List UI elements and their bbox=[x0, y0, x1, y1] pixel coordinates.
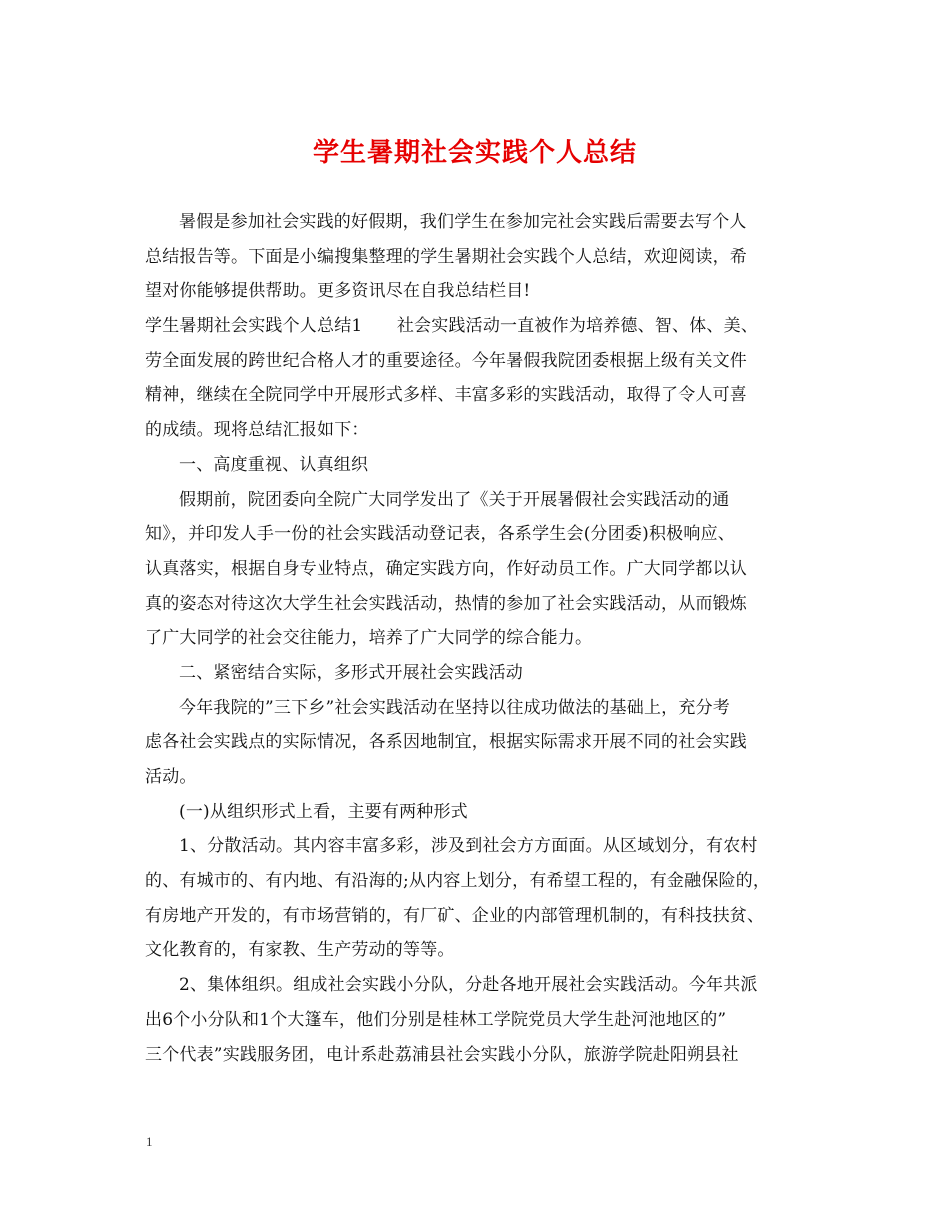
text-line: 虑各社会实践点的实际情况，各系因地制宜，根据实际需求开展不同的社会实践 bbox=[145, 732, 747, 753]
text-line: 望对你能够提供帮助。更多资讯尽在自我总结栏目! bbox=[145, 281, 531, 302]
text-line: 真的姿态对待这次大学生社会实践活动，热情的参加了社会实践活动，从而锻炼 bbox=[145, 593, 747, 614]
text-line: 劳全面发展的跨世纪合格人才的重要途径。今年暑假我院团委根据上级有关文件 bbox=[145, 350, 747, 371]
text-line: 二、紧密结合实际，多形式开展社会实践活动 bbox=[179, 662, 523, 683]
page-number: 1 bbox=[146, 1134, 153, 1149]
text-line: 文化教育的，有家教、生产劳动的等等。 bbox=[145, 940, 455, 961]
text-line: 的、有城市的、有内地、有沿海的;从内容上划分，有希望工程的，有金融保险的， bbox=[145, 871, 771, 892]
text-line: 的成绩。现将总结汇报如下： bbox=[145, 420, 369, 441]
text-line: 有房地产开发的，有市场营销的，有厂矿、企业的内部管理机制的，有科技扶贫、 bbox=[145, 905, 765, 926]
text-line: 知》，并印发人手一份的社会实践活动登记表，各系学生会(分团委)积极响应、 bbox=[145, 524, 735, 545]
text-line: 认真落实，根据自身专业特点，确定实践方向，作好动员工作。广大同学都以认 bbox=[145, 558, 747, 579]
page-title: 学生暑期社会实践个人总结 bbox=[312, 138, 637, 168]
text-line: 1、分散活动。其内容丰富多彩，涉及到社会方方面面。从区域划分，有农村 bbox=[179, 836, 758, 857]
text-line: 一、高度重视、认真组织 bbox=[179, 454, 369, 475]
text-line: 今年我院的”三下乡”社会实践活动在坚持以往成功做法的基础上，充分考 bbox=[179, 697, 730, 718]
text-line: 总结报告等。下面是小编搜集整理的学生暑期社会实践个人总结，欢迎阅读，希 bbox=[145, 246, 747, 267]
text-line: 了广大同学的社会交往能力，培养了广大同学的综合能力。 bbox=[145, 628, 593, 649]
text-line: 假期前，院团委向全院广大同学发出了《关于开展暑假社会实践活动的通 bbox=[179, 489, 730, 510]
text-line: 2、集体组织。组成社会实践小分队，分赴各地开展社会实践活动。今年共派 bbox=[179, 975, 758, 996]
text-line: 学生暑期社会实践个人总结1 社会实践活动一直被作为培养德、智、体、美、 bbox=[145, 316, 759, 337]
text-line: 活动。 bbox=[145, 767, 197, 787]
text-line: 出6个小分队和1个大篷车，他们分别是桂林工学院党员大学生赴河池地区的” bbox=[145, 1009, 727, 1030]
text-line: (一)从组织形式上看，主要有两种形式 bbox=[179, 801, 468, 822]
text-line: 三个代表”实践服务团，电计系赴荔浦县社会实践小分队，旅游学院赴阳朔县社 bbox=[145, 1044, 739, 1065]
document-body bbox=[145, 205, 815, 1072]
text-line: 暑假是参加社会实践的好假期，我们学生在参加完社会实践后需要去写个人 bbox=[179, 212, 747, 232]
text-line: 精神，继续在全院同学中开展形式多样、丰富多彩的实践活动，取得了令人可喜 bbox=[145, 385, 747, 406]
